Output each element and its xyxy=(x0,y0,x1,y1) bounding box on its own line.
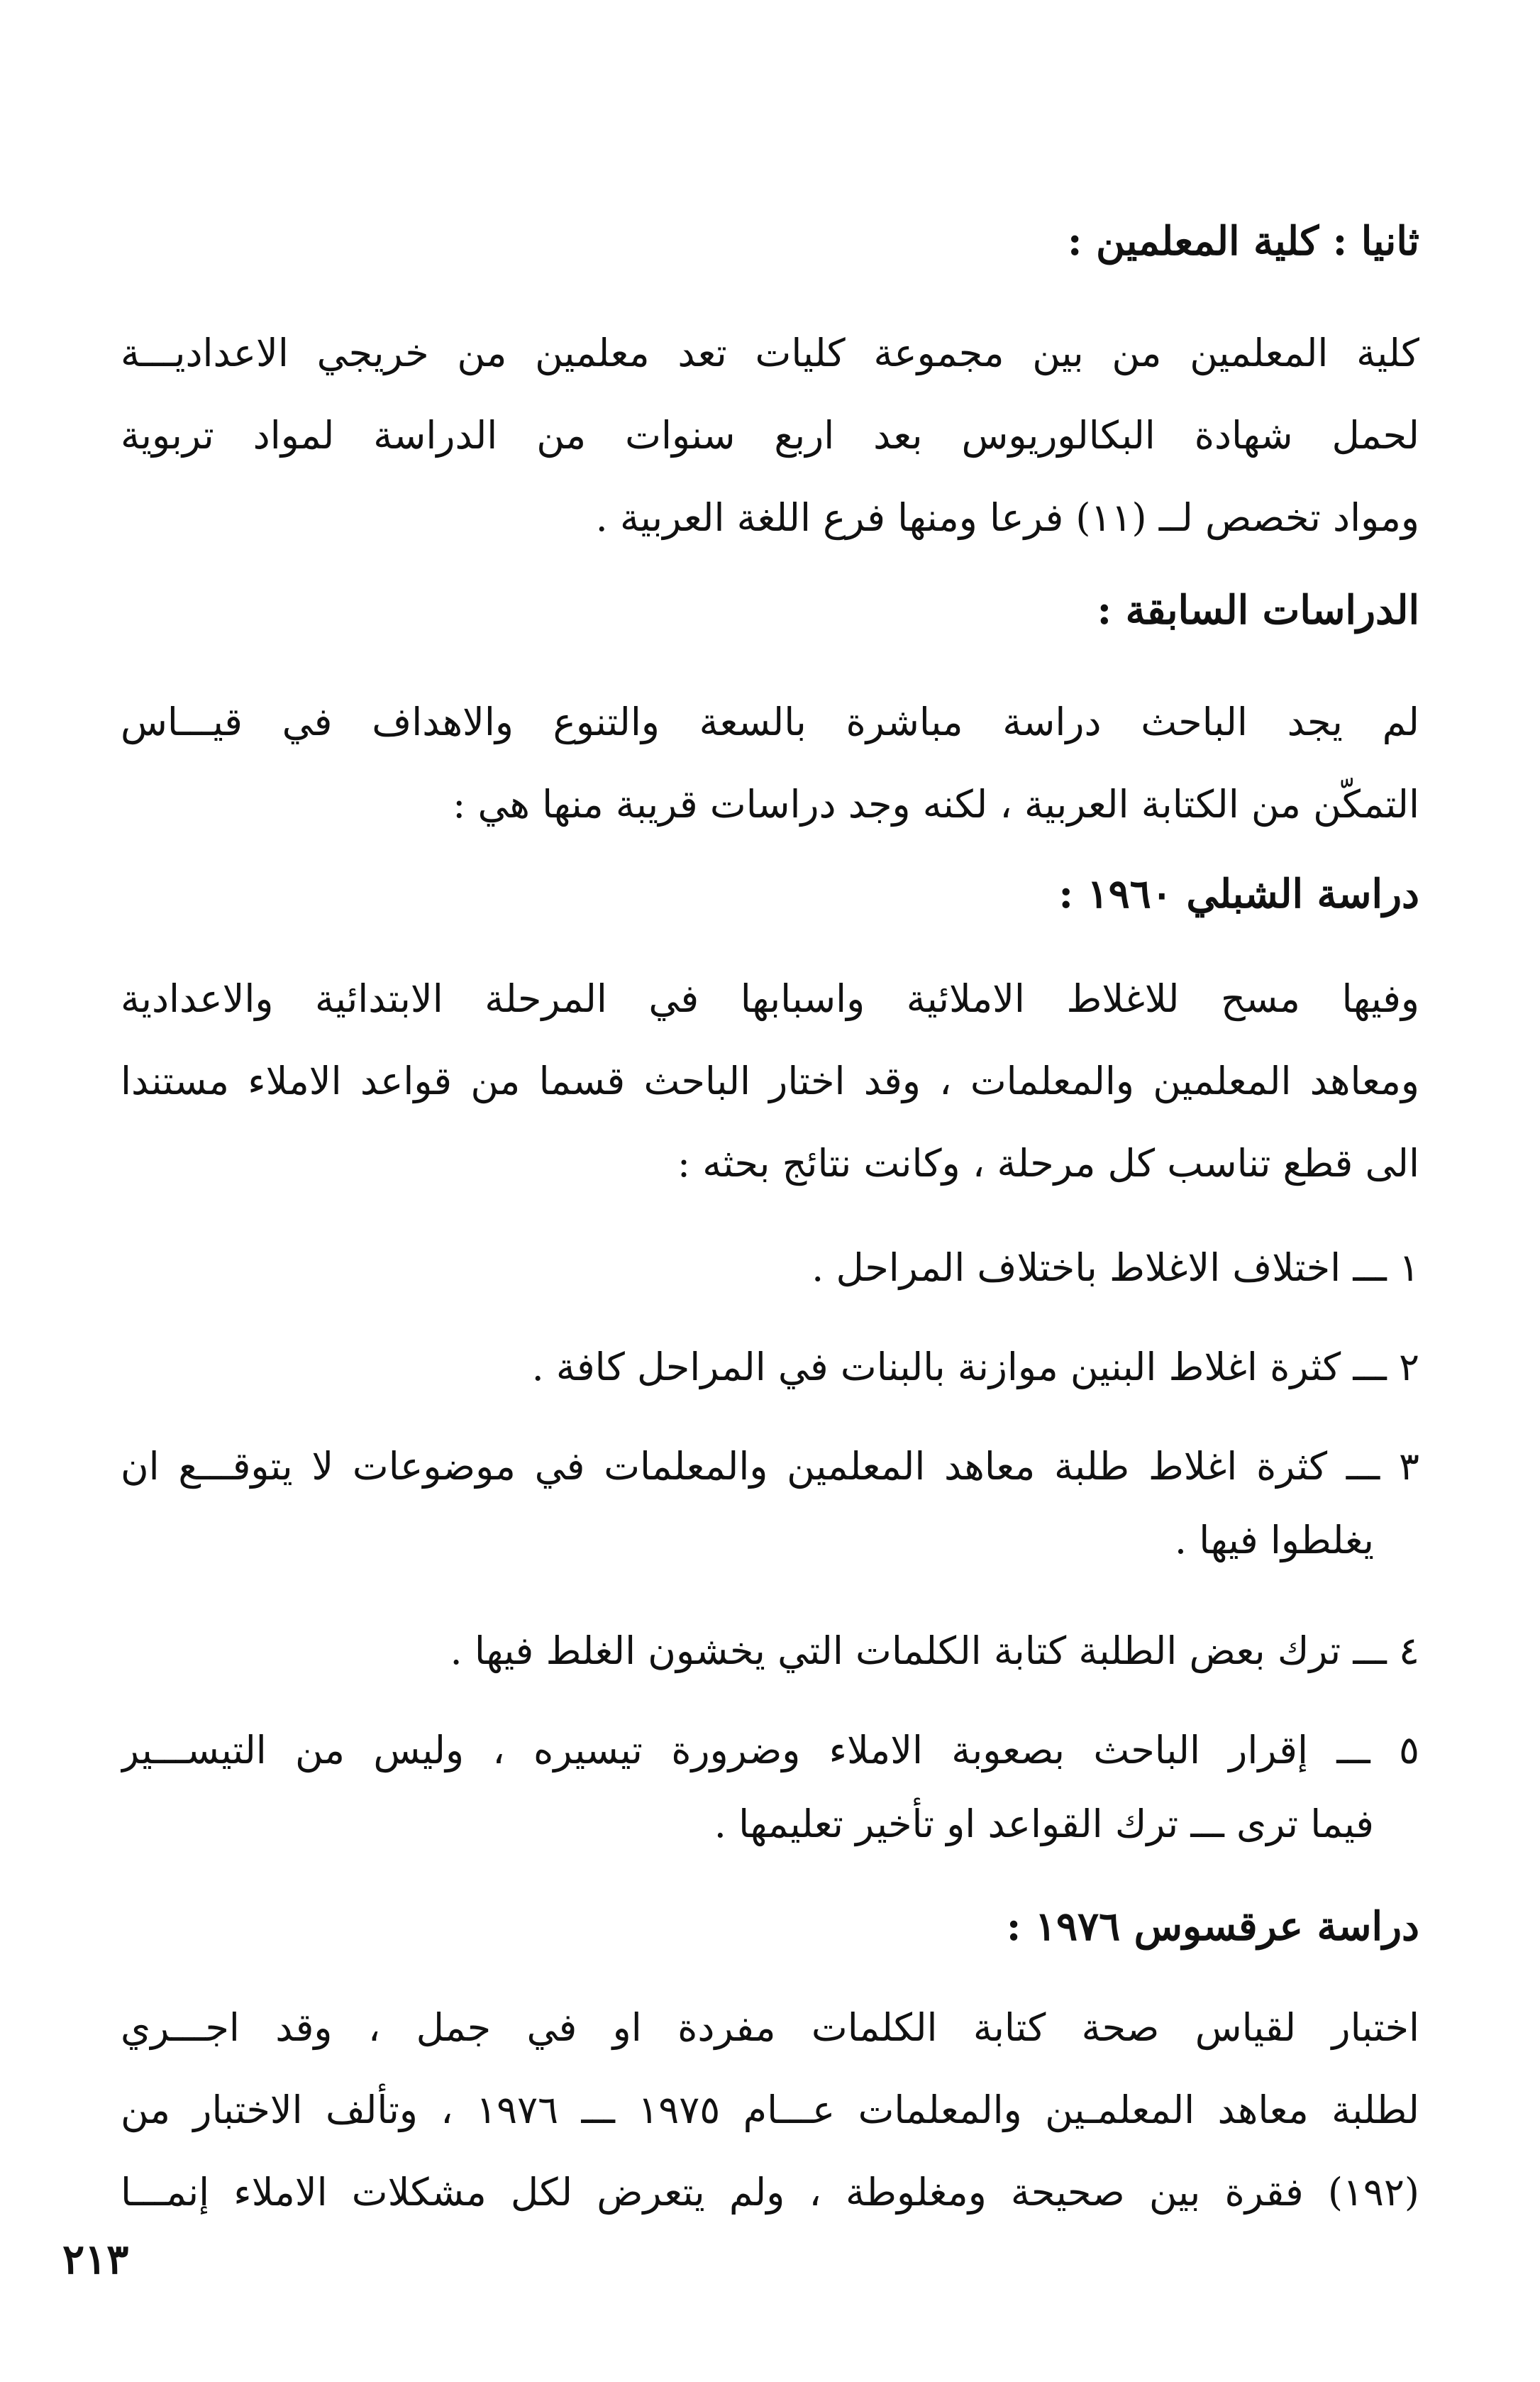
text-line: فيما ترى ـــ ترك القواعد او تأخير تعليمها . xyxy=(714,1802,1374,1846)
text-line: ٤ ـــ ترك بعض الطلبة كتابة الكلمات التي يخشون الغلط فيها . xyxy=(450,1628,1419,1673)
text-line: اختبار لقياس صحة كتابة الكلمات مفردة او في جمل ، وقد اجـــري xyxy=(121,2005,1419,2050)
result-item-3 xyxy=(121,1430,1419,1577)
text-line: لطلبة معاهد المعلمـين والمعلمات عـــام ١٩٧٥ ـــ ١٩٧٦ ، وتألف الاختبار من xyxy=(121,2088,1419,2132)
section-heading-teachers-college: ثانيا : كلية المعلمين : xyxy=(1067,218,1419,265)
text-line: ١ ـــ اختلاف الاغلاط باختلاف المراحل . xyxy=(811,1245,1419,1290)
result-item-1 xyxy=(121,1231,1419,1305)
text-line: ٣ ـــ كثرة اغلاط طلبة معاهد المعلمين والمعلمات في موضوعات لا يتوقـــع ان xyxy=(121,1444,1419,1489)
text-line: (١٩٢) فقرة بين صحيحة ومغلوطة ، ولم يتعرض لكل مشكلات الاملاء إنمـــا xyxy=(121,2170,1419,2215)
paragraph-shibli-study xyxy=(121,958,1419,1205)
text-line: ٥ ـــ إقرار الباحث بصعوبة الاملاء وضرورة تيسيره ، وليس من التيســـير xyxy=(121,1728,1419,1772)
text-line: يغلطوا فيها . xyxy=(1174,1518,1374,1562)
result-item-5 xyxy=(121,1714,1419,1861)
page-number: ٢١٣ xyxy=(62,2235,129,2283)
paragraph-arqsous-study xyxy=(121,1987,1419,2234)
paragraph-teachers-college xyxy=(121,312,1419,559)
text-line: وفيها مسح للاغلاط الاملائية واسبابها في المرحلة الابتدائية والاعدادية xyxy=(121,976,1419,1021)
text-line: كلية المعلمين من بين مجموعة كليات تعد معلمين من خريجي الاعداديـــة xyxy=(121,331,1419,375)
result-item-4 xyxy=(121,1614,1419,1688)
text-line: ومواد تخصص لــ (١١) فرعا ومنها فرع اللغة العربية . xyxy=(595,495,1419,540)
paragraph-previous-studies xyxy=(121,681,1419,846)
text-line: الى قطع تناسب كل مرحلة ، وكانت نتائج بحثه : xyxy=(677,1141,1419,1186)
section-heading-previous-studies: الدراسات السابقة : xyxy=(1097,587,1419,634)
text-line: لم يجد الباحث دراسة مباشرة بالسعة والتنوع والاهداف في قيـــاس xyxy=(121,700,1419,744)
text-line: ومعاهد المعلمين والمعلمات ، وقد اختار الباحث قسما من قواعد الاملاء مستندا xyxy=(121,1059,1419,1103)
text-line: لحمل شهادة البكالوريوس بعد اربع سنوات من الدراسة لمواد تربوية xyxy=(121,413,1419,458)
text-line: التمكّن من الكتابة العربية ، لكنه وجد دراسات قريبة منها هي : xyxy=(453,782,1419,827)
result-item-2 xyxy=(121,1330,1419,1404)
text-line: ٢ ـــ كثرة اغلاط البنين موازنة بالبنات في المراحل كافة . xyxy=(531,1345,1419,1389)
section-heading-arqsous-study: دراسة عرقسوس ١٩٧٦ : xyxy=(1006,1903,1419,1950)
section-heading-shibli-study: دراسة الشبلي ١٩٦٠ : xyxy=(1058,871,1419,917)
